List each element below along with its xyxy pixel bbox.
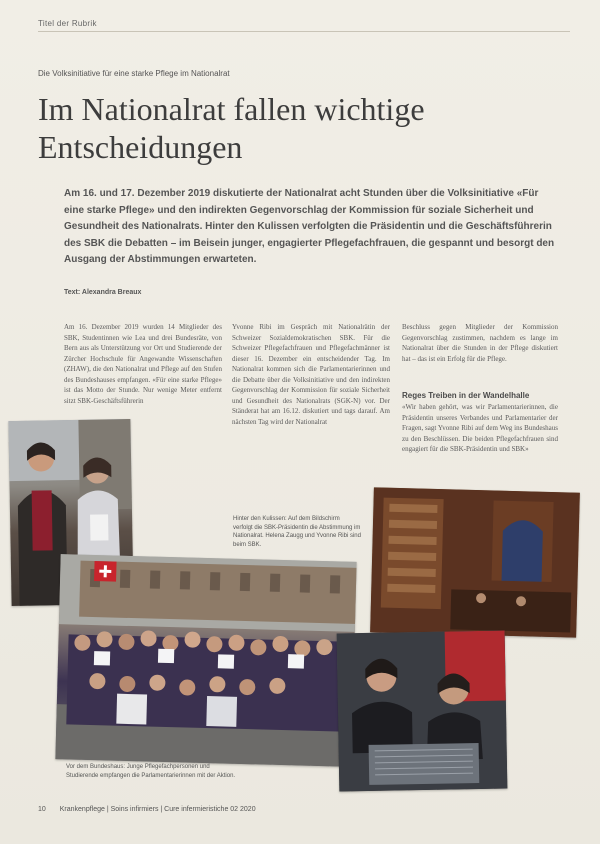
- photo-group-bundeshaus: [55, 554, 356, 767]
- article-lead: Am 16. und 17. Dezember 2019 diskutierte der Nationalrat acht Stunden über die Volksinitiative «Für eine starke Pflege» und den indirekten Gegenvorschlag der Kommission für soziale Sicherheit und Gesundheit des Nationalrats. Hinter den Kulissen verfolgten die Präsidentin und die Geschäftsführerin des SBK die Debatten – im Beisein junger, engagierter Pflegefachfrauen, die gespannt und besorgt den Ausgang der Abstimmungen erwarteten.: [64, 188, 555, 265]
- running-header: Titel der Rubrik: [38, 19, 97, 28]
- body-column-2: Yvonne Ribi im Gespräch mit Nationalrätin der Schweizer Sozialdemokratischen SBK. Für die Schweizer Pflegefachfrauen und Pflegefachmänner ist dieser 16. Dezember ein entscheidender Tag. Im Nationalrat kommen sich die Parlamentarierinnen und die Debatte über die Volksinitiative und den indirekten Gegenvorschlag der Kommission für soziale Sicherheit und Gesundheit des Nationalrats (SGK-N) vor. Der Ständerat hat am 16.12. diskutiert und tags darauf. Am nächsten Tag wird der Nationalrat: [232, 323, 390, 426]
- body-column-3-bottom: «Wir haben gehört, was wir Parlamentarierinnen, die Präsidentin unseres Verbandes und Parlamentarier der Fragen, sagt Yvonne Ribi auf dem Weg ins Bundeshaus zu den Beschlüssen. Die beiden Pflegefachfrauen sind engagiert für die SBK-Präsidentin und SBK»: [402, 403, 558, 453]
- photo-caption-lower: Vor dem Bundeshaus: Junge Pflegefachpersonen und Studierende empfangen die Parlamentarierinnen mit der Aktion.: [66, 764, 236, 779]
- page-footer: [38, 806, 256, 813]
- body-column-3-top: Beschluss gegen Mitglieder der Kommission Gegenvorschlag zustimmen, nachdem es lange im Nationalrat über die Stunden in der Pflege diskutiert hat – das ist ein Erfolg für die Pflege.: [402, 323, 558, 363]
- publication-title: Krankenpflege | Soins infirmiers | Cure infermieristiche 02 2020: [59, 806, 256, 813]
- article-headline: Im Nationalrat fallen wichtige Entscheidungen: [38, 91, 425, 165]
- page-number: 10: [38, 806, 46, 813]
- photo-parliament-hall: [370, 487, 580, 637]
- header-rule: [38, 31, 570, 32]
- body-column-1: Am 16. Dezember 2019 wurden 14 Mitglieder des SBK, Studentinnen wie Lea und drei Bundesräte, von Bern aus als Unterstützung vor Ort und Studierende der Zürcher Hochschule für Angewandte Wissenschaften (ZHAW), die den Nationalrat und Pflege auf den Stufen des Bundeshauses empfangen. «Für eine starke Pflege» ist das Motto der Stunde. Nur wenige Meter entfernt sitzt SBK-Geschäftsführerin: [64, 323, 222, 405]
- article-kicker: Die Volksinitiative für eine starke Pflege im Nationalrat: [38, 69, 230, 78]
- article-subheading: Reges Treiben in der Wandelhalle: [402, 391, 530, 400]
- photo-caption-upper: Hinter den Kulissen: Auf dem Bildschirm verfolgt die SBK-Präsidentin die Abstimmung im Nationalrat. Helena Zaugg und Yvonne Ribi sind beim SBK.: [233, 516, 361, 548]
- photo-tv-screen: [337, 631, 508, 792]
- article-byline: Text: Alexandra Breaux: [64, 289, 142, 296]
